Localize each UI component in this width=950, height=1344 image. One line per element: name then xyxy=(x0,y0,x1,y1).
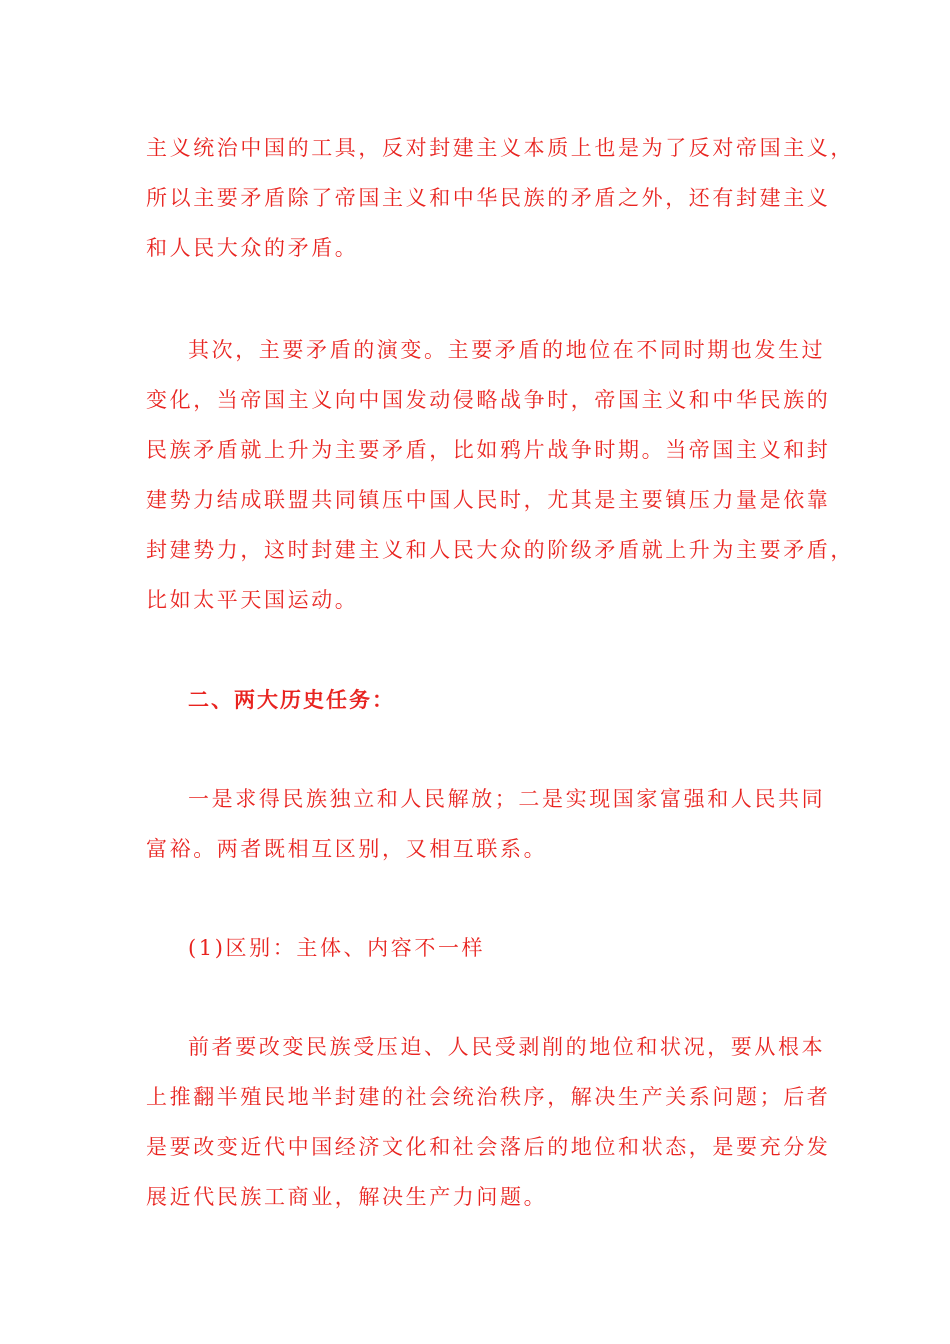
text-line: 一是求得民族独立和人民解放；二是实现国家富强和人民共同 xyxy=(188,787,826,811)
text-line: 是要改变近代中国经济文化和社会落后的地位和状态，是要充分发 xyxy=(146,1135,831,1159)
paragraph-difference-detail xyxy=(146,1022,831,1222)
text-line: 建势力结成联盟共同镇压中国人民时，尤其是主要镇压力量是依靠 xyxy=(146,488,831,512)
text-line: 所以主要矛盾除了帝国主义和中华民族的矛盾之外，还有封建主义 xyxy=(146,186,831,210)
text-line: 展近代民族工商业，解决生产力问题。 xyxy=(146,1185,548,1209)
subheading-difference: (1)区别：主体、内容不一样 xyxy=(188,936,486,960)
text-line: 封建势力，这时封建主义和人民大众的阶级矛盾就上升为主要矛盾， xyxy=(146,538,854,562)
text-line: 主义统治中国的工具，反对封建主义本质上也是为了反对帝国主义， xyxy=(146,136,854,160)
paragraph-contradiction-evolution xyxy=(146,325,854,625)
text-line: 变化，当帝国主义向中国发动侵略战争时，帝国主义和中华民族的 xyxy=(146,388,831,412)
text-line: 比如太平天国运动。 xyxy=(146,588,359,612)
section-heading: 二、两大历史任务： xyxy=(188,688,395,712)
text-line: 民族矛盾就上升为主要矛盾，比如鸦片战争时期。当帝国主义和封 xyxy=(146,438,831,462)
text-line: 和人民大众的矛盾。 xyxy=(146,236,359,260)
paragraph-two-tasks xyxy=(146,774,826,874)
text-line: 其次，主要矛盾的演变。主要矛盾的地位在不同时期也发生过 xyxy=(188,338,826,362)
text-line: 富裕。两者既相互区别，又相互联系。 xyxy=(146,837,548,861)
text-line: 上推翻半殖民地半封建的社会统治秩序，解决生产关系问题；后者 xyxy=(146,1085,831,1109)
paragraph-main-contradiction-continued xyxy=(146,123,854,273)
text-line: 前者要改变民族受压迫、人民受剥削的地位和状况，要从根本 xyxy=(188,1035,826,1059)
